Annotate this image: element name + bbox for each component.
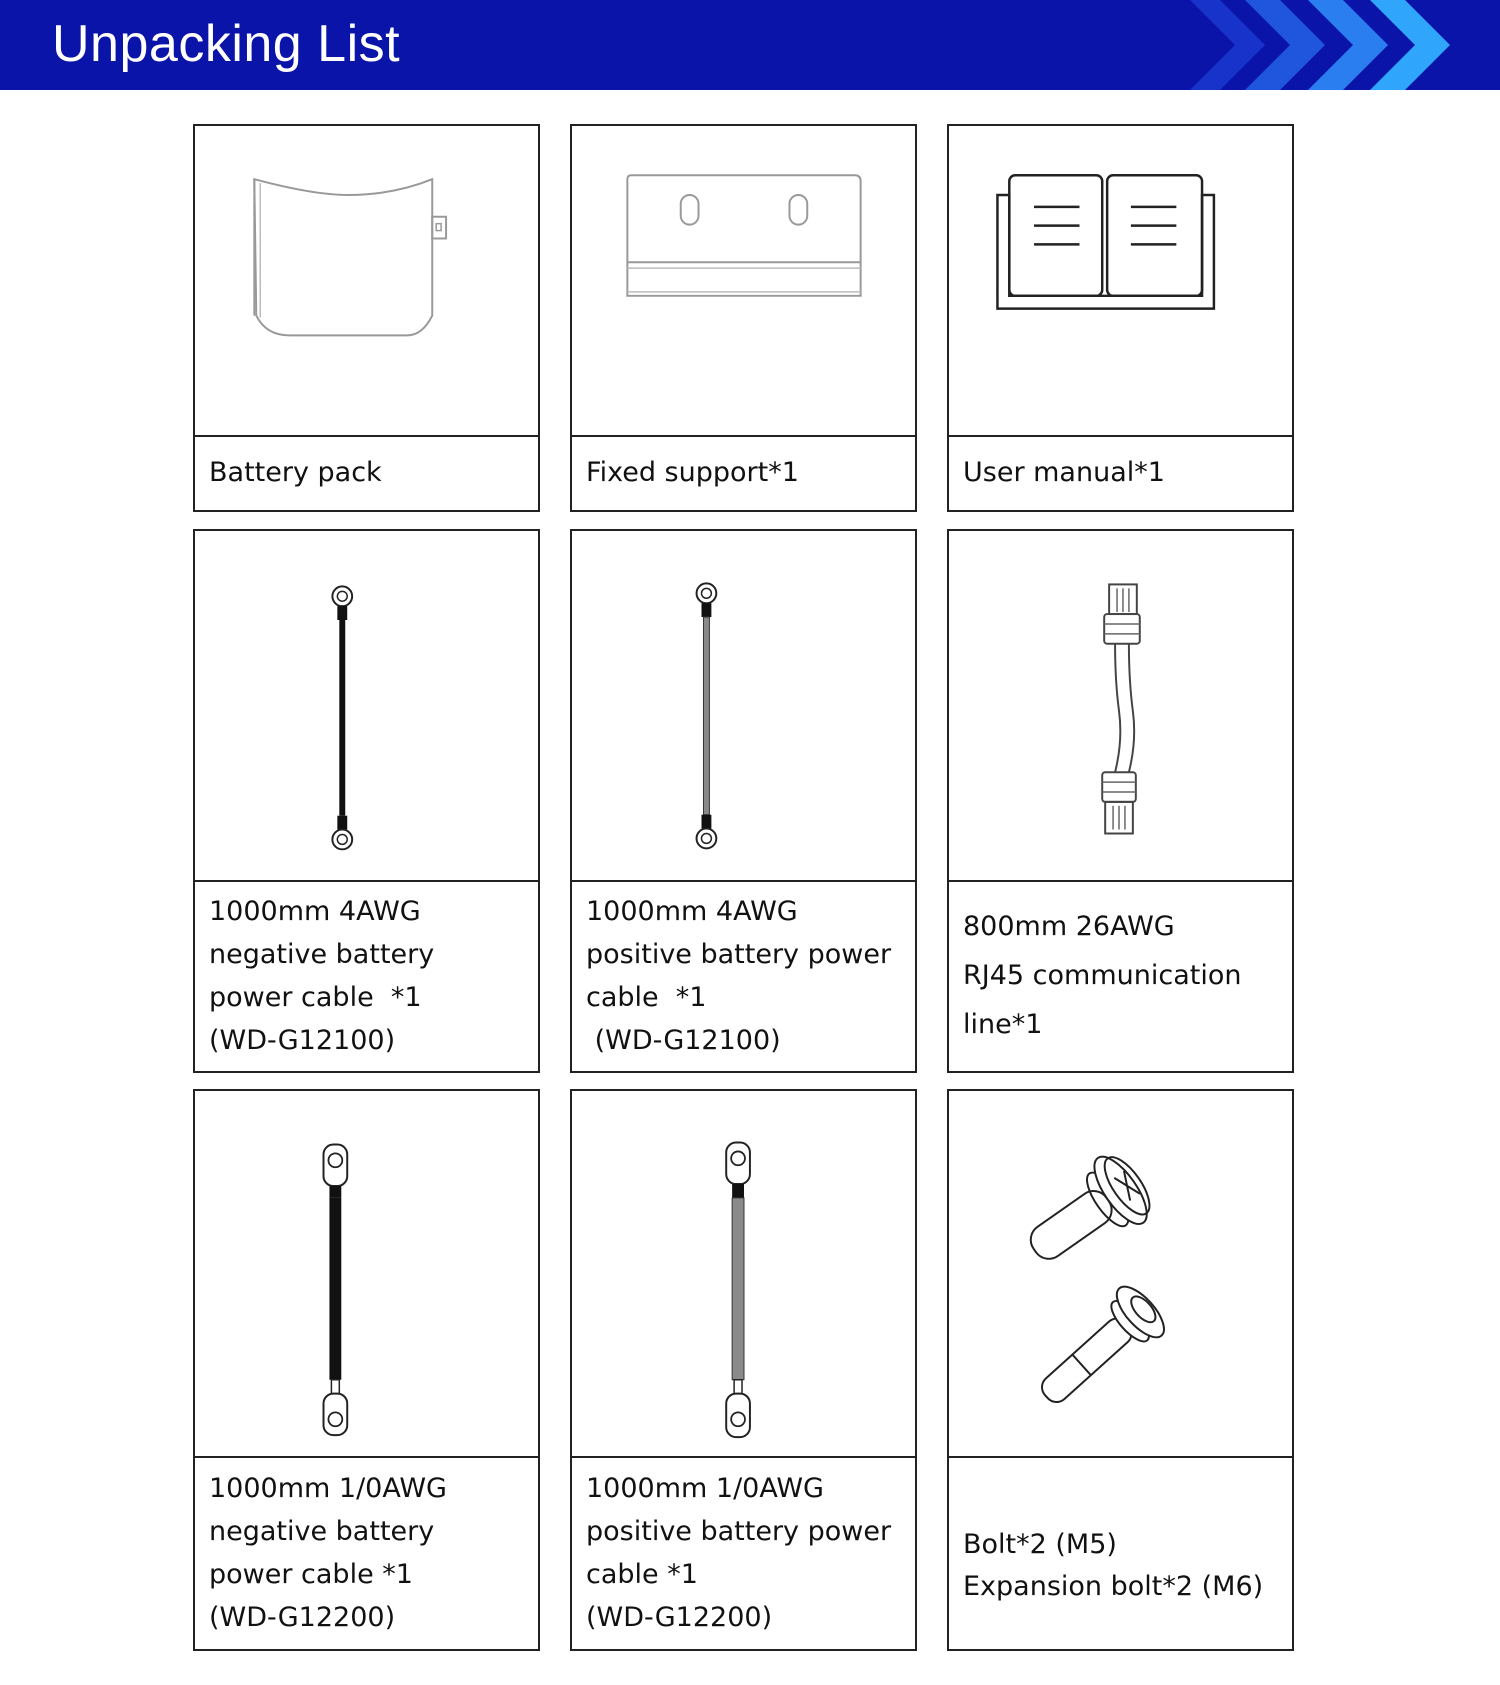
item-image: [195, 1091, 538, 1458]
item-caption: 800mm 26AWG RJ45 communication line*1: [963, 911, 1242, 1040]
item-image: [572, 126, 915, 437]
item-fixed-support: [570, 124, 917, 512]
item-battery-pack: [193, 124, 540, 512]
bolts-icon: [949, 1091, 1292, 1456]
page-title: Unpacking List: [52, 15, 401, 73]
item-caption: 1000mm 4AWG negative battery power cable *1 (WD-G12100): [209, 895, 435, 1056]
item-user-manual: [947, 124, 1294, 512]
item-caption: Battery pack: [209, 457, 382, 488]
fixed-support-icon: [572, 126, 915, 435]
item-image: [949, 126, 1292, 437]
positive-4awg-cable-icon: [572, 531, 915, 880]
item-caption: 1000mm 1/0AWG negative battery power cable *1 (WD-G12200): [209, 1472, 447, 1633]
item-image: [572, 531, 915, 882]
positive-1-0awg-cable-icon: [572, 1091, 915, 1456]
item-negative-1-0awg-cable: [193, 1089, 540, 1651]
item-rj45-cable: [947, 529, 1294, 1073]
item-caption: 1000mm 4AWG positive battery power cable *1 (WD-G12100): [586, 895, 892, 1056]
item-caption: User manual*1: [963, 457, 1165, 488]
chevron-decoration-icon: [1190, 0, 1500, 90]
item-bolts: [947, 1089, 1294, 1651]
user-manual-icon: [949, 126, 1292, 435]
battery-pack-icon: [195, 126, 538, 435]
item-image: [949, 1091, 1292, 1458]
rj45-cable-icon: [949, 531, 1292, 880]
negative-1-0awg-cable-icon: [195, 1091, 538, 1456]
item-image: [572, 1091, 915, 1458]
item-caption: Fixed support*1: [586, 457, 799, 488]
item-positive-4awg-cable: [570, 529, 917, 1073]
item-positive-1-0awg-cable: [570, 1089, 917, 1651]
item-caption: 1000mm 1/0AWG positive battery power cable *1 (WD-G12200): [586, 1472, 892, 1633]
negative-4awg-cable-icon: [195, 531, 538, 880]
item-image: [195, 531, 538, 882]
item-caption: Bolt*2 (M5) Expansion bolt*2 (M6): [963, 1528, 1264, 1602]
item-image: [949, 531, 1292, 882]
page-header: [0, 0, 1500, 90]
item-negative-4awg-cable: [193, 529, 540, 1073]
item-image: [195, 126, 538, 437]
